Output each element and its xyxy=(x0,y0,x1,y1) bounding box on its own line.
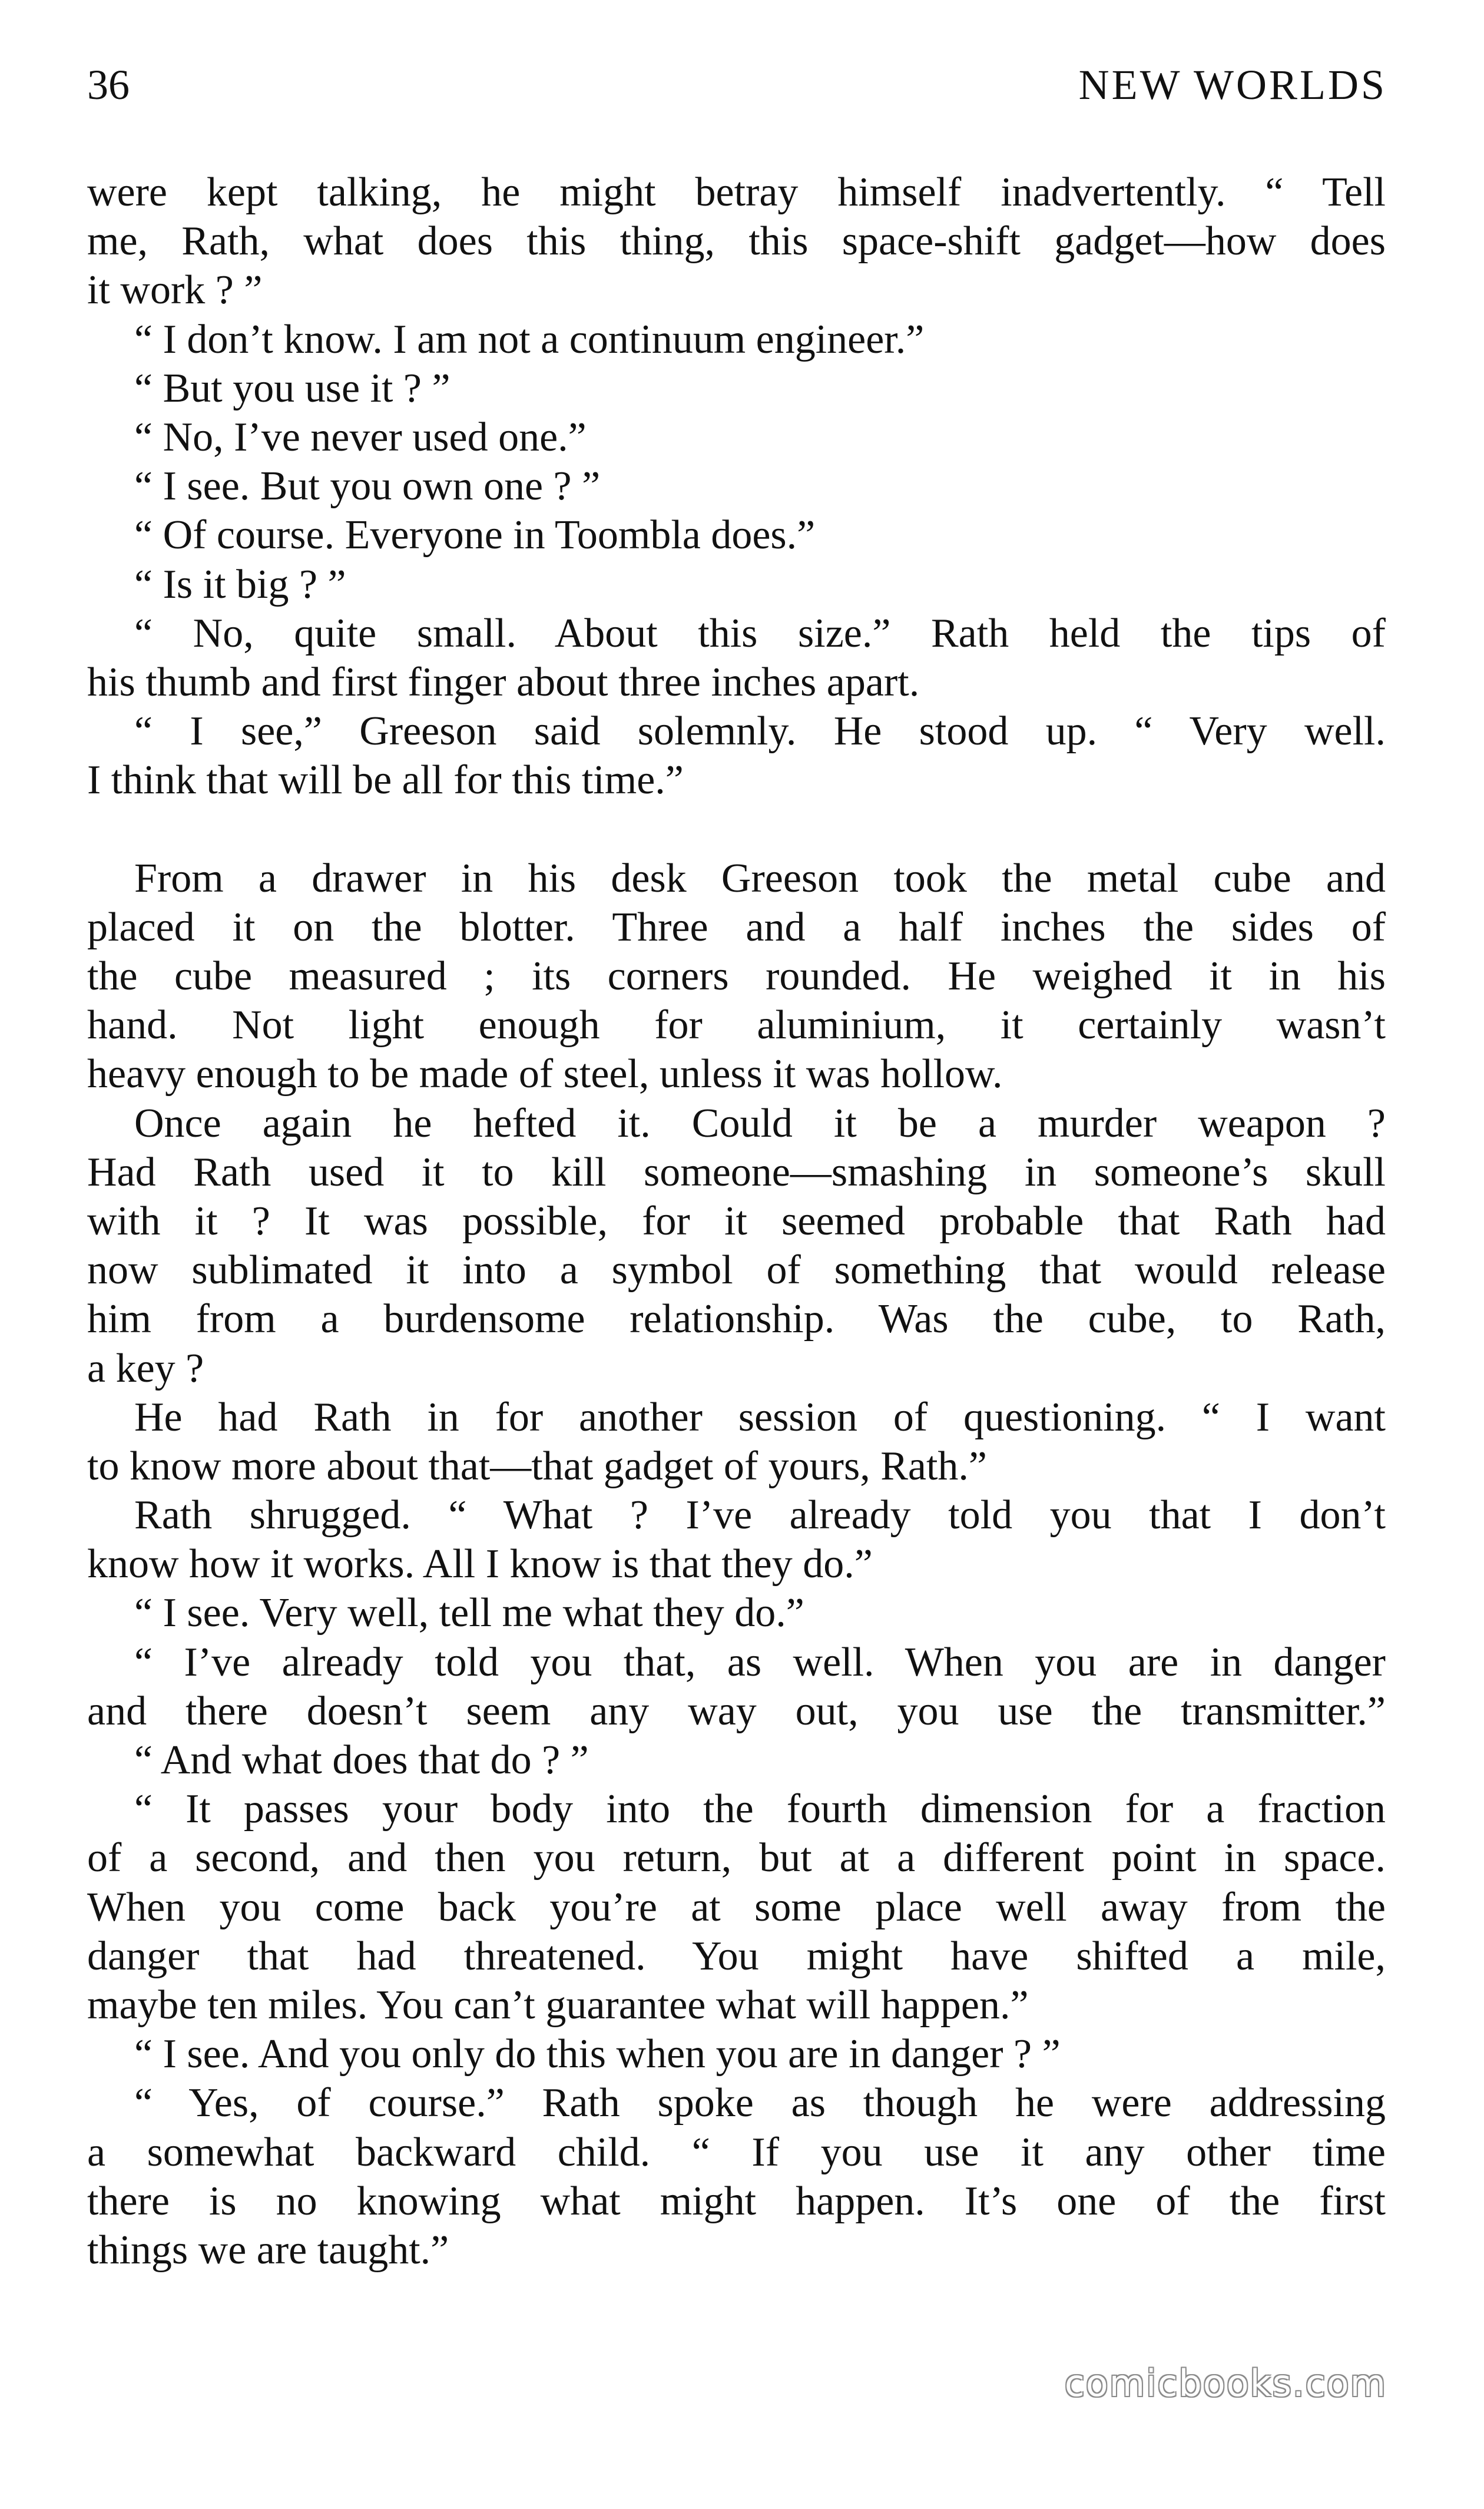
text-line: heavy enough to be made of steel, unless it was hollow. xyxy=(87,1051,1003,1097)
text-block xyxy=(87,168,1386,2275)
text-line: know how it works. All I know is that they do.” xyxy=(87,1541,873,1587)
text-line: now sublimated it into a symbol of something that would release xyxy=(87,1247,1386,1293)
text-line: “ I see,” Greeson said solemnly. He stood up. “ Very well. xyxy=(134,709,1386,754)
text-line: When you come back you’re at some place well away from the xyxy=(87,1884,1386,1930)
text-line: me, Rath, what does this thing, this space-shift gadget—how does xyxy=(87,219,1386,264)
text-line: were kept talking, he might betray himself inadvertently. “ Tell xyxy=(87,170,1386,215)
text-line: him from a burdensome relationship. Was the cube, to Rath, xyxy=(87,1296,1386,1342)
section-break xyxy=(87,805,1386,853)
text-line: with it ? It was possible, for it seemed probable that Rath had xyxy=(87,1198,1386,1244)
text-line: “ But you use it ? ” xyxy=(134,365,450,411)
text-line: “ No, I’ve never used one.” xyxy=(134,414,587,460)
text-line: “ I’ve already told you that, as well. When you are in danger xyxy=(134,1639,1386,1685)
text-line: a key ? xyxy=(87,1345,204,1391)
text-line: “ I see. But you own one ? ” xyxy=(134,464,601,509)
text-line: “ I see. Very well, tell me what they do.” xyxy=(134,1590,804,1636)
text-line: there is no knowing what might happen. It’s one of the first xyxy=(87,2178,1386,2224)
text-line: “ Yes, of course.” Rath spoke as though he were addressing xyxy=(134,2080,1386,2126)
text-line: of a second, and then you return, but at a different point in space. xyxy=(87,1835,1386,1881)
text-line: “ I see. And you only do this when you are in danger ? ” xyxy=(134,2031,1061,2077)
text-line: “ And what does that do ? ” xyxy=(134,1737,589,1783)
text-line: “ No, quite small. About this size.” Rath held the tips of xyxy=(134,610,1386,656)
text-line: He had Rath in for another session of questioning. “ I want xyxy=(134,1394,1386,1440)
text-line: placed it on the blotter. Three and a half inches the sides of xyxy=(87,904,1386,950)
watermark: comicbooks.com xyxy=(1064,2362,1387,2405)
text-line: I think that will be all for this time.” xyxy=(87,757,684,803)
running-title: NEW WORLDS xyxy=(1078,61,1387,108)
text-line: “ It passes your body into the fourth dimension for a fraction xyxy=(134,1786,1386,1832)
text-line: Rath shrugged. “ What ? I’ve already told you that I don’t xyxy=(134,1492,1386,1538)
text-line: Once again he hefted it. Could it be a murder weapon ? xyxy=(134,1100,1386,1146)
text-line: the cube measured ; its corners rounded. He weighed it in his xyxy=(87,954,1386,999)
text-line: it work ? ” xyxy=(87,267,263,313)
text-line: maybe ten miles. You can’t guarantee what will happen.” xyxy=(87,1982,1029,2028)
page-number: 36 xyxy=(87,61,130,108)
text-line: a somewhat backward child. “ If you use it any other time xyxy=(87,2129,1386,2175)
text-line: From a drawer in his desk Greeson took the metal cube and xyxy=(134,855,1386,901)
text-line: things we are taught.” xyxy=(87,2227,449,2273)
text-line: his thumb and first finger about three inches apart. xyxy=(87,659,920,705)
text-line: danger that had threatened. You might have shifted a mile, xyxy=(87,1933,1386,1979)
text-line: to know more about that—that gadget of yours, Rath.” xyxy=(87,1443,988,1489)
text-line: hand. Not light enough for aluminium, it certainly wasn’t xyxy=(87,1002,1386,1048)
text-line: “ Of course. Everyone in Toombla does.” xyxy=(134,512,816,558)
text-line: and there doesn’t seem any way out, you use the transmitter.” xyxy=(87,1688,1386,1734)
text-line: “ Is it big ? ” xyxy=(134,561,346,607)
text-line: “ I don’t know. I am not a continuum engineer.” xyxy=(134,316,925,362)
text-line: Had Rath used it to kill someone—smashing in someone’s skull xyxy=(87,1149,1386,1195)
